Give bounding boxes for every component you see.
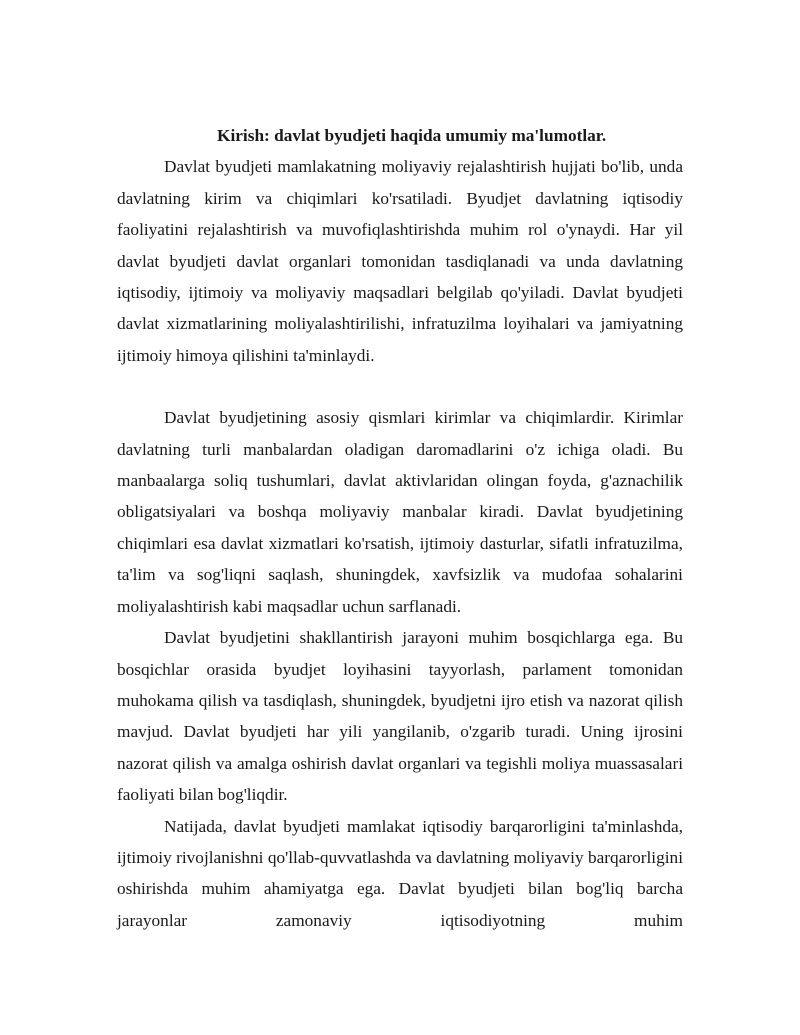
paragraph-4: Natijada, davlat byudjeti mamlakat iqtisodiy barqarorligini ta'minlashda, ijtimoiy rivojlanishni qo'llab-quvvatlashda va davlatning moliyaviy barqarorligini oshirishda muhim ahamiyatga ega. Davlat byudjeti bilan bog'liq barcha jarayonlar zamonaviy iqtisodiyotning muhim	[117, 816, 683, 930]
document-body	[117, 120, 683, 936]
paragraph-3: Davlat byudjetini shakllantirish jarayoni muhim bosqichlarga ega. Bu bosqichlar orasida byudjet loyihasini tayyorlash, parlament tomonidan muhokama qilish va tasdiqlash, shuningdek, byudjetni ijro etish va nazorat qilish mavjud. Davlat byudjeti har yili yangilanib, o'zgarib turadi. Uning ijrosini nazorat qilish va amalga oshirish davlat organlari va tegishli moliya muassasalari faoliyati bilan bog'liqdir.	[117, 628, 683, 805]
paragraph-1: Davlat byudjeti mamlakatning moliyaviy rejalashtirish hujjati bo'lib, unda davlatning kirim va chiqimlari ko'rsatiladi. Byudjet davlatning iqtisodiy faoliyatini rejalashtirish va muvofiqlashtirishda muhim rol o'ynaydi. Har yil davlat byudjeti davlat organlari tomonidan tasdiqlanadi va unda davlatning iqtisodiy, ijtimoiy va moliyaviy maqsadlari belgilab qo'yiladi. Davlat byudjeti davlat xizmatlarining moliyalashtirilishi, infratuzilma loyihalari va jamiyatning ijtimoiy himoya qilishini ta'minlaydi.	[117, 157, 683, 365]
paragraph-2: Davlat byudjetining asosiy qismlari kirimlar va chiqimlardir. Kirimlar davlatning turli manbalardan oladigan daromadlarini o'z ichiga oladi. Bu manbaalarga soliq tushumlari, davlat aktivlaridan olingan foyda, g'aznachilik obligatsiyalari va boshqa moliyaviy manbalar kiradi. Davlat byudjetining chiqimlari esa davlat xizmatlari ko'rsatish, ijtimoiy dasturlar, sifatli infratuzilma, ta'lim va sog'liqni saqlash, shuningdek, xavfsizlik va mudofaa sohalarini moliyalashtirish kabi maqsadlar uchun sarflanadi.	[117, 408, 683, 616]
document-title: Kirish: davlat byudjeti haqida umumiy ma'lumotlar.	[217, 126, 607, 145]
